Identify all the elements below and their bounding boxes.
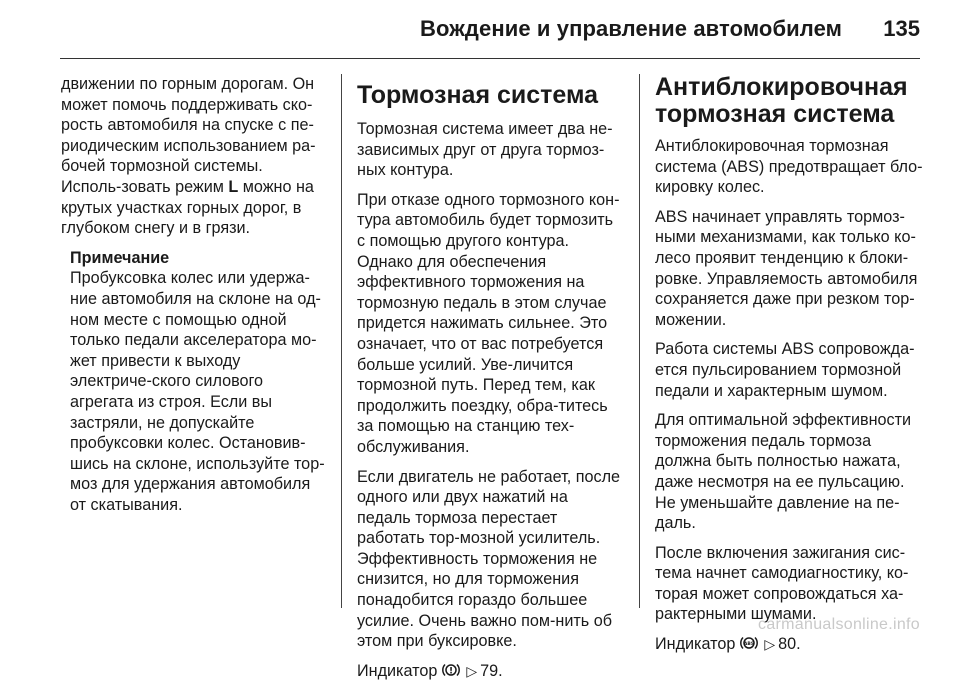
note-box: [70, 248, 326, 516]
paragraph: После включения зажигания сис-тема начнет самодиагностику, ко-торая может сопровождаться ха-рактерными шумами.: [655, 543, 909, 624]
arrow-right-icon: ▷: [764, 636, 776, 653]
section-heading-brakes: Тормозная система: [357, 81, 599, 109]
indicator-line: [357, 661, 623, 684]
page-number: 135: [883, 16, 920, 41]
column-middle: [357, 74, 623, 692]
indicator-label: Индикатор: [357, 661, 438, 680]
abs-warning-icon: [739, 635, 759, 657]
paragraph: Антиблокировочная тормозная система (ABS) предотвращает бло-кировку колес.: [655, 137, 923, 197]
page-reference[interactable]: 79.: [480, 661, 503, 680]
page-title: Вождение и управление автомобилем: [420, 16, 842, 41]
svg-text:ABS: ABS: [744, 642, 755, 648]
column-divider-2: [639, 74, 640, 608]
text-run: можно на крутых участках горных дорог, в глубоком снегу и в грязи.: [61, 177, 314, 238]
note-text: Пробуксовка колес или удержа-ние автомобиля на склоне на од-ном месте с помощью одной только педали акселератора мо-жет привести к выходу электриче-ского силового агрегата из строя. Если вы застряли, не допускайте пробуксовки колес. Остановив-шись на склоне, используйте тор-моз для удержания автомобиля от скатывания.: [70, 269, 325, 514]
text-run: движении по горным дорогам. Он может помочь поддерживать ско-рость автомобиля на спуске с пе-риодическим использованием ра-бочей тормозной системы. Исполь-зовать режим: [61, 75, 316, 196]
paragraph: При отказе одного тормозного кон-тура автомобиль будет тормозить с помощью другого контура. Однако для обеспечения эффективного торможения на тормозную педаль в этом случае придется нажимать сильнее. Это означает, что от вас потребуется больше усилий. Уве-личится тормозной путь. Перед тем, как продолжить поездку, обра-титесь за помощью на станцию тех-обслуживания.: [357, 190, 620, 456]
page-header: [0, 0, 960, 58]
mode-letter: L: [228, 177, 239, 196]
note-heading: Примечание: [70, 248, 170, 267]
column-divider-1: [341, 74, 342, 608]
indicator-label: Индикатор: [655, 635, 736, 654]
paragraph: Если двигатель не работает, после одного или двух нажатий на педаль тормоза перестает работать тор-мозной усилитель. Эффективность торможения не снизится, но для торможения понадобится гораздо большее усилие. Очень важно пом-нить об этом при буксировке.: [357, 467, 621, 651]
column-left: [61, 74, 326, 515]
watermark: carmanualsonline.info: [758, 616, 920, 633]
paragraph: Для оптимальной эффективности торможения педаль тормоза должна быть полностью нажата, даже несмотря на ее пульсацию. Не уменьшайте давление на пе-даль.: [655, 411, 912, 533]
arrow-right-icon: ▷: [466, 662, 478, 679]
paragraph: Работа системы ABS сопровожда-ется пульсированием тормозной педали и характерным шумом.: [655, 340, 915, 400]
section-heading-abs: Антиблокировочная тормозная система: [655, 73, 908, 128]
indicator-line: [655, 634, 925, 657]
page-reference[interactable]: 80.: [778, 635, 801, 654]
column-right: [655, 74, 925, 666]
svg-text:!: !: [449, 666, 454, 677]
brake-warning-icon: [441, 662, 461, 684]
paragraph: [61, 74, 326, 239]
header-divider: [60, 58, 920, 59]
paragraph: ABS начинает управлять тормоз-ными механизмами, как только ко-лесо проявит тенденцию к блоки-ровке. Управляемость автомобиля сохраняется даже при резком тор-можении.: [655, 207, 918, 329]
paragraph: Тормозная система имеет два не-зависимых друг от друга тормоз-ных контура.: [357, 120, 613, 180]
